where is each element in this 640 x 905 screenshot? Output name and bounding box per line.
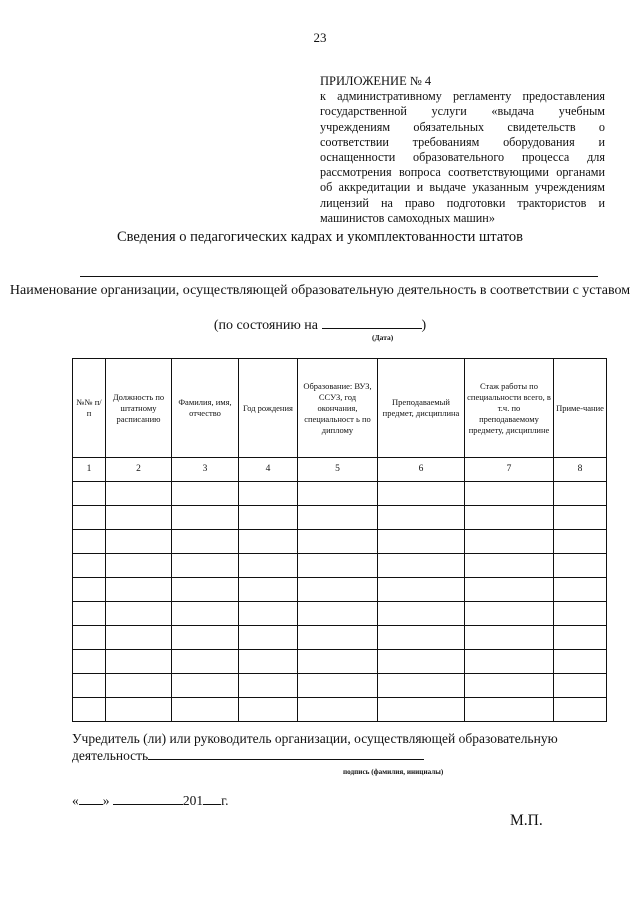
table-cell[interactable] <box>298 530 378 554</box>
table-cell[interactable] <box>172 506 239 530</box>
table-cell[interactable] <box>73 602 106 626</box>
table-cell[interactable] <box>73 650 106 674</box>
table-cell[interactable] <box>554 626 607 650</box>
table-cell[interactable] <box>298 578 378 602</box>
table-cell[interactable] <box>554 530 607 554</box>
table-row <box>73 626 607 650</box>
column-number: 3 <box>172 458 239 482</box>
table-cell[interactable] <box>465 578 554 602</box>
signature-hint: подпись (фамилия, инициалы) <box>343 768 444 776</box>
table-cell[interactable] <box>73 698 106 722</box>
date-close-quote: » <box>102 793 110 808</box>
table-cell[interactable] <box>239 578 298 602</box>
staff-table <box>72 358 607 722</box>
table-cell[interactable] <box>298 674 378 698</box>
year-suffix: г. <box>221 793 229 808</box>
table-cell[interactable] <box>378 554 465 578</box>
col-header-birth-year: Год рождения <box>239 359 298 458</box>
table-cell[interactable] <box>106 650 172 674</box>
stamp-place: М.П. <box>510 812 543 829</box>
table-cell[interactable] <box>73 578 106 602</box>
table-cell[interactable] <box>554 674 607 698</box>
col-header-full-name: Фамилия, имя, отчество <box>172 359 239 458</box>
table-row <box>73 674 607 698</box>
date-open-quote: « <box>72 793 79 808</box>
table-row <box>73 482 607 506</box>
org-name-label: Наименование организации, осуществляющей образовательную деятельность в соответствии с уставом <box>9 283 631 298</box>
table-cell[interactable] <box>378 626 465 650</box>
table-cell[interactable] <box>73 674 106 698</box>
table-cell[interactable] <box>554 602 607 626</box>
table-cell[interactable] <box>554 506 607 530</box>
table-cell[interactable] <box>298 482 378 506</box>
table-cell[interactable] <box>73 530 106 554</box>
column-number: 2 <box>106 458 172 482</box>
column-number: 5 <box>298 458 378 482</box>
table-cell[interactable] <box>465 506 554 530</box>
table-cell[interactable] <box>172 698 239 722</box>
table-cell[interactable] <box>465 650 554 674</box>
appendix-title: ПРИЛОЖЕНИЕ № 4 <box>320 74 432 88</box>
column-number-row <box>73 458 607 482</box>
table-row <box>73 578 607 602</box>
table-cell[interactable] <box>239 530 298 554</box>
day-field[interactable] <box>79 792 103 805</box>
table-cell[interactable] <box>465 626 554 650</box>
table-cell[interactable] <box>239 602 298 626</box>
table-cell[interactable] <box>172 674 239 698</box>
page-number: 23 <box>313 30 327 45</box>
table-header-row <box>73 359 607 458</box>
table-cell[interactable] <box>554 650 607 674</box>
as-of-date-field[interactable] <box>322 316 422 329</box>
column-number: 7 <box>465 458 554 482</box>
table-cell[interactable] <box>298 626 378 650</box>
date-hint: (Дата) <box>372 333 394 342</box>
table-cell[interactable] <box>378 530 465 554</box>
column-number: 1 <box>73 458 106 482</box>
table-cell[interactable] <box>239 506 298 530</box>
section-title: Сведения о педагогических кадрах и укомплектованности штатов <box>116 229 524 245</box>
table-cell[interactable] <box>378 506 465 530</box>
table-cell[interactable] <box>106 506 172 530</box>
table-cell[interactable] <box>465 530 554 554</box>
table-cell[interactable] <box>172 626 239 650</box>
table-cell[interactable] <box>239 482 298 506</box>
table-cell[interactable] <box>378 482 465 506</box>
table-cell[interactable] <box>298 650 378 674</box>
table-cell[interactable] <box>73 554 106 578</box>
appendix-block <box>320 74 605 226</box>
table-cell[interactable] <box>106 674 172 698</box>
founder-text: Учредитель (ли) или руководитель организации, осуществляющей образовательную деятельность <box>72 731 558 763</box>
table-row <box>73 602 607 626</box>
table-cell[interactable] <box>239 650 298 674</box>
table-row <box>73 530 607 554</box>
table-cell[interactable] <box>239 674 298 698</box>
table-cell[interactable] <box>378 602 465 626</box>
table-cell[interactable] <box>378 674 465 698</box>
founder-signature-block <box>72 730 612 764</box>
appendix-text: к административному регламенту предоставления государственной услуги «выдача учебным учреждениям обязательных свидетельств о соответствии требованиям оборудования и оснащенности образовательного процесса для рассмотрения вопроса соответствующими органами об аккредитации и выдаче указанным учреждениям лицензий на право подготовки трактористов и машинистов самоходных машин» <box>320 89 605 225</box>
table-cell[interactable] <box>465 674 554 698</box>
col-header-experience: Стаж работы по специальности всего, в т.ч. по преподаваемому предмету, дисциплине <box>465 359 554 458</box>
col-header-note: Приме-чание <box>554 359 607 458</box>
column-number: 4 <box>239 458 298 482</box>
table-cell[interactable] <box>465 554 554 578</box>
table-cell[interactable] <box>554 554 607 578</box>
table-row <box>73 506 607 530</box>
col-header-number: №№ п/п <box>73 359 106 458</box>
table-cell[interactable] <box>378 698 465 722</box>
table-cell[interactable] <box>239 698 298 722</box>
table-cell[interactable] <box>172 602 239 626</box>
table-cell[interactable] <box>298 602 378 626</box>
table-cell[interactable] <box>172 482 239 506</box>
table-cell[interactable] <box>106 602 172 626</box>
table-cell[interactable] <box>106 530 172 554</box>
table-cell[interactable] <box>172 578 239 602</box>
table-cell[interactable] <box>378 578 465 602</box>
table-cell[interactable] <box>465 698 554 722</box>
org-name-line <box>80 276 598 277</box>
col-header-subject: Преподаваемый предмет, дисциплина <box>378 359 465 458</box>
col-header-education: Образование: ВУЗ, ССУЗ, год окончания, специальност ь по диплому <box>298 359 378 458</box>
table-cell[interactable] <box>554 578 607 602</box>
table-cell[interactable] <box>73 482 106 506</box>
table-row <box>73 554 607 578</box>
table-cell[interactable] <box>465 482 554 506</box>
table-cell[interactable] <box>172 650 239 674</box>
table-cell[interactable] <box>298 698 378 722</box>
table-cell[interactable] <box>465 602 554 626</box>
table-cell[interactable] <box>106 626 172 650</box>
table-cell[interactable] <box>106 554 172 578</box>
col-header-position: Должность по штатному расписанию <box>106 359 172 458</box>
table-row <box>73 650 607 674</box>
month-field[interactable] <box>113 792 183 805</box>
table-row <box>73 698 607 722</box>
table-cell[interactable] <box>239 554 298 578</box>
table-cell[interactable] <box>106 698 172 722</box>
table-cell[interactable] <box>378 650 465 674</box>
table-cell[interactable] <box>298 506 378 530</box>
year-field[interactable] <box>203 792 221 805</box>
year-prefix: 201 <box>182 793 204 808</box>
table-cell[interactable] <box>106 482 172 506</box>
column-number: 6 <box>378 458 465 482</box>
table-cell[interactable] <box>554 482 607 506</box>
column-number: 8 <box>554 458 607 482</box>
table-cell[interactable] <box>73 626 106 650</box>
as-of-date <box>0 316 640 334</box>
table-cell[interactable] <box>106 578 172 602</box>
as-of-suffix: ) <box>421 318 427 333</box>
table-cell[interactable] <box>172 554 239 578</box>
signature-line[interactable] <box>148 747 424 760</box>
table-cell[interactable] <box>554 698 607 722</box>
table-cell[interactable] <box>298 554 378 578</box>
table-cell[interactable] <box>73 506 106 530</box>
table-cell[interactable] <box>239 626 298 650</box>
as-of-prefix: (по состоянию на <box>213 318 318 333</box>
table-cell[interactable] <box>172 530 239 554</box>
signing-date <box>72 792 229 809</box>
